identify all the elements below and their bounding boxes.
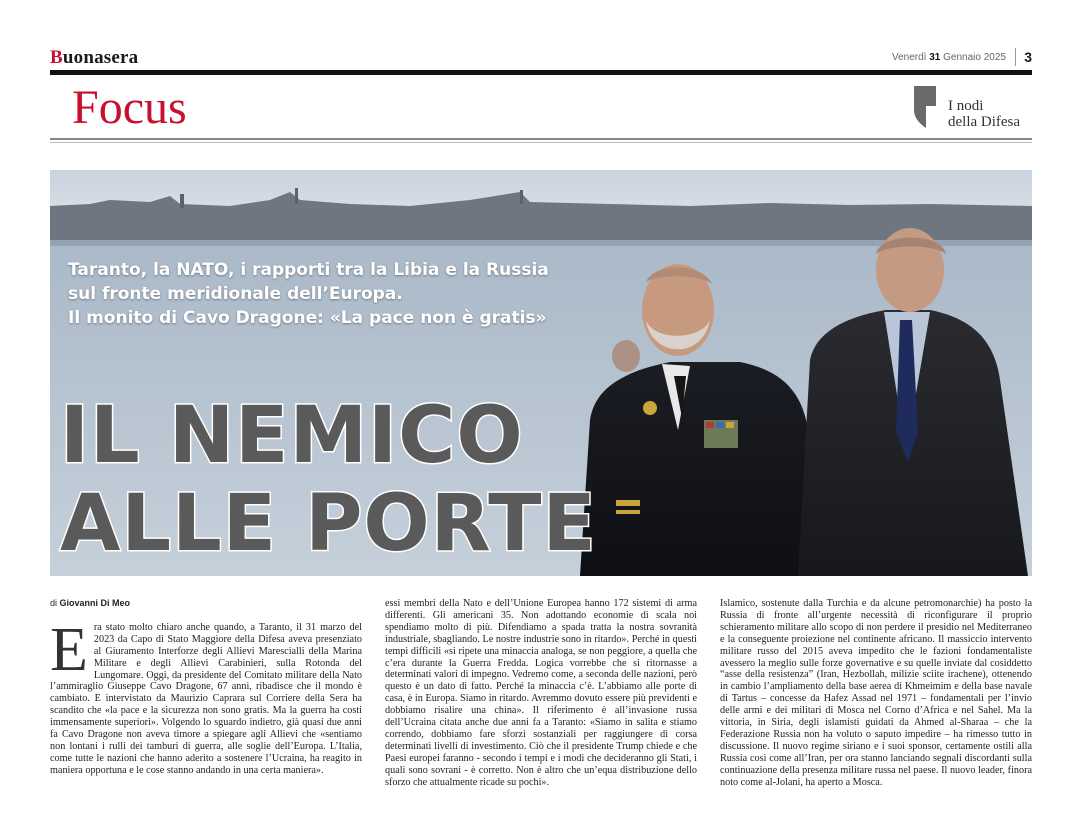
article-body — [50, 598, 1032, 815]
series-line1: I nodi — [948, 98, 984, 114]
newspaper-brand — [50, 47, 138, 69]
date-day: 31 — [929, 52, 941, 63]
section-rule — [50, 138, 1032, 140]
date-weekday: Venerdì — [891, 52, 927, 63]
series-line2: della Difesa — [948, 114, 1021, 130]
section-rule-thin — [50, 142, 1032, 143]
section-title: Focus — [72, 81, 187, 134]
byline-prefix: di — [50, 598, 58, 608]
brand-rest: uonasera — [62, 47, 139, 68]
series-label — [912, 84, 1032, 134]
kicker-line-3: Il monito di Cavo Dragone: «La pace non è gratis» — [68, 308, 547, 328]
byline-author: Giovanni Di Meo — [59, 598, 131, 608]
shield-bookmark-icon — [912, 84, 940, 130]
kicker — [68, 258, 549, 330]
column-3-text: Islamico, sostenute dalla Turchia e da alcune petromonarchie) ha posto la Russia di fronte all’urgente necessità di riconfigurare il proprio schieramento militare allo scopo di non perdere il presidio nel Mediterraneo e la conseguente proiezione nel continente africano. Il massiccio intervento militare russo del 2015 aveva impedito che le fazioni fondamentaliste avessero la meglio sulle forze governative e su quelle inviate dal cosiddetto “asse della resistenza” (Iran, Hezbollah, milizie sciite irachene), ottenendo in cambio l’ampliamento della base aerea di Khmeimim e della base navale di Tartus – concesse da Hafez Assad nel 1971 – fondamentali per l’invio delle armi e dei militari di Mosca nel Corno d’Africa e nel Sahel. Ma la vittoria, in Siria, degli islamisti guidati da Ahmed al-Sharaa – che la Federazione Russia non ha voluto o saputo impedire – ha rimesso tutto in discussione. Il nuovo regime siriano e i suoi sponsor, certamente ostili alla Russia così come all’Iran, per ora stanno lanciando segnali discordanti sulla continuazione della presenza militare russa nel paese. Il nuovo leader, finora noto come al-Jolani, ha aperto a Mosca. — [720, 598, 1032, 788]
series-text — [948, 98, 1020, 130]
brand-initial: B — [50, 47, 63, 68]
kicker-line-2: sul fronte meridionale dell’Europa. — [68, 284, 403, 304]
article-column-2 — [385, 598, 697, 789]
column-2-text: essi membri della Nato e dell’Unione Europea hanno 172 sistemi di arma differenti. Gli americani 35. Non adottando economie di scala noi spendiamo molto di più. Difendiamo a spada tratta la nostra sovranità industriale, sbagliando. Le nostre industrie sono in ritardo». Perché in questi tempi difficili «si ripete una minaccia analoga, se non peggiore, a quella che c’era durante la Guerra Fredda. Logica vorrebbe che si ritornasse a determinati valori di impegno. Vedremo come, a seconda delle nazioni, però questo è un dato di fatto. Perché la minaccia c’è. L’abbiamo alle porte di casa, è in Europa. Siamo in ritardo. Avremmo dovuto essere più previdenti e dobbiamo risalire una china». Il riferimento è all’invasione russa dell’Ucraina citata anche due anni fa a Taranto: «Siamo in salita e stiamo correndo, dobbiamo fare sforzi sostanziali per raggiungere di corsa determinati livelli di investimento. Ciò che il presidente Trump chiede e che Paesi europei faranno - secondo i tempi e i modi che decideranno gli Stati, i quali sono sovrani - è corretto. Non è altro che un’equa distribuzione dello sforzo che attualmente ricade su pochi». — [385, 598, 697, 788]
date-month-year: Gennaio 2025 — [943, 52, 1006, 63]
dateline — [892, 52, 1006, 63]
headline-line-1: IL NEMICO — [60, 391, 524, 481]
headline-line-2: ALLE PORTE — [60, 479, 597, 569]
masthead — [50, 44, 1032, 72]
byline — [50, 598, 362, 610]
drop-cap: E — [50, 615, 88, 684]
masthead-rule — [50, 70, 1032, 75]
article-column-3 — [720, 598, 1032, 789]
hero-photo — [50, 170, 1032, 576]
page-number: 3 — [1015, 48, 1032, 66]
headline — [60, 392, 597, 568]
article-column-1 — [50, 598, 362, 777]
column-1-text: ra stato molto chiaro anche quando, a Taranto, il 31 marzo del 2023 da Capo di Stato Maggiore della Difesa aveva presenziato al Giuramento Interforze degli Allievi Marescialli della Marina Militare e degli Allievi Carabinieri, sulla Rotonda del Lungomare. Oggi, da presidente del Comitato militare della Nato l’ammiraglio Giuseppe Cavo Dragone, 67 anni, ribadisce che il mondo è cambiato. E intervistato da Maurizio Caprara sul Corriere della Sera ha scandito che «la pace e la sicurezza non sono gratis. Ma la guerra ha costi immensamente superiori». Volgendo lo sguardo indietro, già quasi due anni fa Cavo Dragone non aveva timore a spiegare agli Allievi che «sentiamo non lontani i rulli dei tamburi di guerra, alle soglie dell’Europa. L’Italia, come tutte le nazioni che hanno aderito a sostenere l’Ucraina, ha reagito in maniera opportuna e le cose stanno andando in una certa maniera». — [50, 621, 362, 776]
kicker-line-1: Taranto, la NATO, i rapporti tra la Libia e la Russia — [68, 260, 549, 280]
